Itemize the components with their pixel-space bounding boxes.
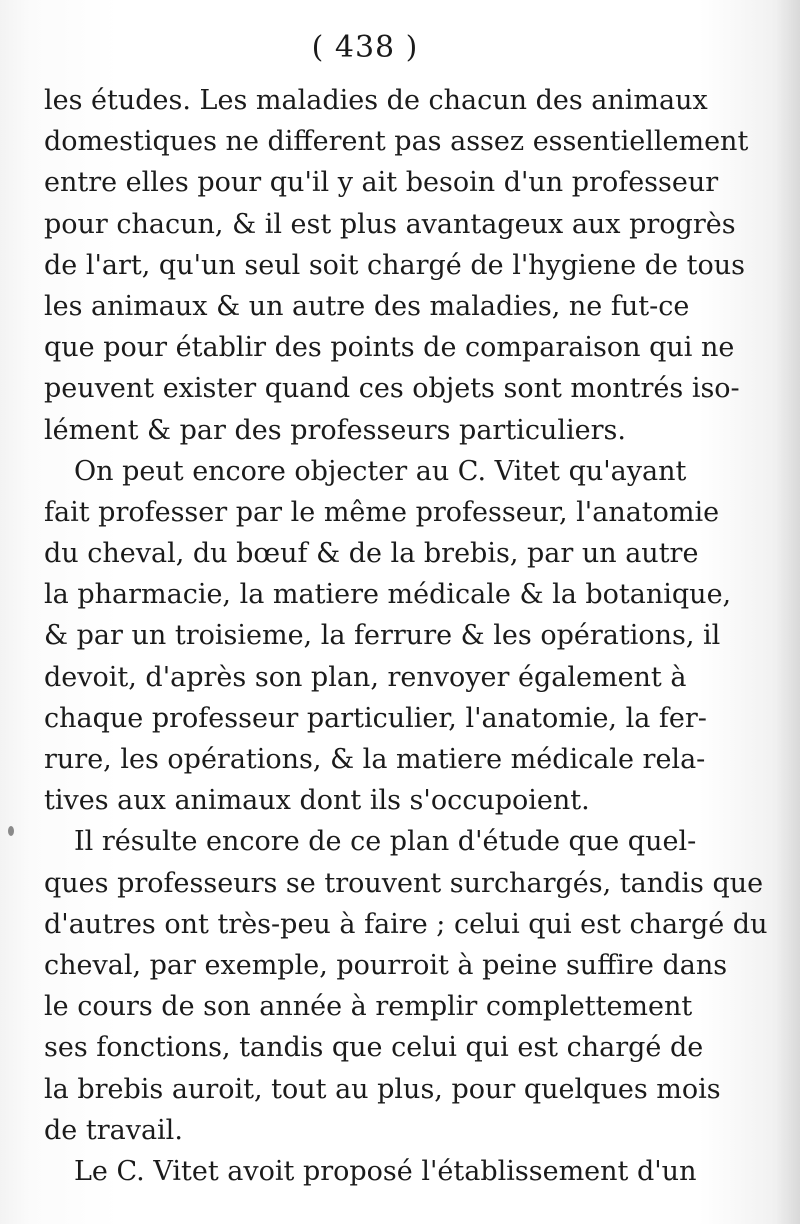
text-line: chaque professeur particulier, l'anatomie, la fer- xyxy=(44,702,707,734)
body-text xyxy=(44,80,768,1192)
text-line: que pour établir des points de comparaison qui ne xyxy=(44,332,735,364)
text-line: de l'art, qu'un seul soit chargé de l'hygiene de tous xyxy=(44,249,745,281)
text-line: du cheval, du bœuf & de la brebis, par un autre xyxy=(44,538,699,570)
text-line: Il résulte encore de ce plan d'étude que quel- xyxy=(74,826,697,858)
text-line: cheval, par exemple, pourroit à peine suffire dans xyxy=(44,949,728,981)
page-number: ( 438 ) xyxy=(311,30,419,65)
text-line: les animaux & un autre des maladies, ne fut-ce xyxy=(44,290,690,322)
text-line: peuvent exister quand ces objets sont montrés iso- xyxy=(44,373,740,405)
text-line: rure, les opérations, & la matiere médicale rela- xyxy=(44,744,706,775)
text-line: tives aux animaux dont ils s'occupoient. xyxy=(44,785,590,817)
text-line: ses fonctions, tandis que celui qui est chargé de xyxy=(44,1032,704,1064)
text-line: entre elles pour qu'il y ait besoin d'un professeur xyxy=(44,167,719,199)
text-line: lément & par des professeurs particuliers. xyxy=(44,414,626,446)
text-line: ques professeurs se trouvent surchargés, tandis que xyxy=(44,867,764,899)
text-line: devoit, d'après son plan, renvoyer également à xyxy=(44,661,687,693)
text-line: pour chacun, & il est plus avantageux aux progrès xyxy=(44,208,736,240)
text-line: de travail. xyxy=(44,1114,183,1146)
text-line: domestiques ne different pas assez essentiellement xyxy=(44,126,749,158)
text-line: les études. Les maladies de chacun des animaux xyxy=(44,85,708,116)
page-edge-shadow xyxy=(776,0,800,1224)
text-line: d'autres ont très-peu à faire ; celui qui est chargé du xyxy=(44,908,768,940)
text-line: & par un troisieme, la ferrure & les opérations, il xyxy=(44,620,721,652)
text-line: le cours de son année à remplir complettement xyxy=(44,991,693,1023)
text-line: Le C. Vitet avoit proposé l'établissement d'un xyxy=(74,1155,697,1187)
ink-speck xyxy=(8,826,14,836)
text-line: la pharmacie, la matiere médicale & la botanique, xyxy=(44,579,732,611)
paragraph xyxy=(44,821,768,1151)
paragraph xyxy=(44,1151,697,1192)
text-line: On peut encore objecter au C. Vitet qu'ayant xyxy=(74,455,687,487)
text-line: fait professer par le même professeur, l'anatomie xyxy=(44,496,720,528)
paragraph xyxy=(44,80,749,451)
paragraph xyxy=(44,451,732,822)
text-line: la brebis auroit, tout au plus, pour quelques mois xyxy=(44,1073,721,1105)
